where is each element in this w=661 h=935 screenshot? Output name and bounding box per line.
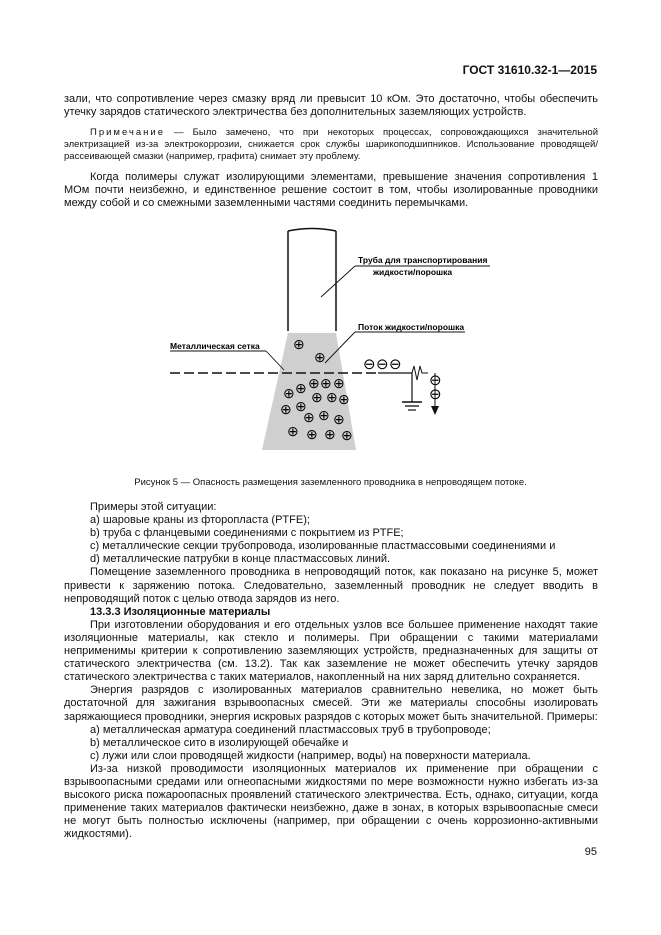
flow-label: Поток жидкости/порошка [358, 322, 465, 332]
section-list-item: a) металлическая арматура соединений пластмассовых труб в трубопроводе; [90, 723, 491, 736]
note-text: — Было замечено, что при некоторых процессах, сопровождающихся значительной электризацией из-за электрокоррозии, снижается срок службы шарикоподшипников. Использование проводящей/рассеивающей смазки (например, графита) снимает эту проблему. [64, 127, 598, 163]
figure-caption: Рисунок 5 — Опасность размещения заземленного проводника в непроводящем потоке. [134, 477, 527, 488]
section-list-item: b) металлическое сито в изолирующей обечайке и [90, 736, 349, 749]
positive-charge: ⊕ [311, 389, 323, 405]
page-number: 95 [584, 846, 597, 858]
positive-charge: ⊕ [306, 426, 318, 442]
current-arrow-head [431, 406, 439, 415]
example-item: c) металлические секции трубопровода, изолированные пластмассовыми соединениями и [90, 540, 556, 553]
positive-charge: ⊕ [283, 385, 295, 401]
example-item: b) труба с фланцевыми соединениями с покрытием из PTFE; [90, 527, 404, 540]
section-heading: 13.3.3 Изоляционные материалы [90, 605, 271, 618]
figure-5-diagram [150, 220, 510, 455]
spark-zigzag [412, 366, 428, 380]
positive-charge: ⊕ [280, 401, 292, 417]
section-list-item: c) лужи или слои проводящей жидкости (например, воды) на поверхности материала. [90, 749, 531, 762]
positive-charge: ⊕ [324, 426, 336, 442]
positive-charge: ⊕ [333, 411, 345, 427]
positive-charge: ⊕ [318, 407, 330, 423]
positive-charge: ⊕ [295, 398, 307, 414]
pipe-label-line-1: Труба для транспортирования [358, 255, 488, 265]
negative-charge: ⊖ [376, 356, 389, 373]
positive-charge: ⊕ [293, 336, 305, 352]
note-label: Примечание [90, 127, 165, 139]
pipe-top-edge [288, 229, 336, 232]
continuation-paragraph: зали, что сопротивление через смазку вряд ли превысит 10 кОм. Это достаточно, чтобы обеспечить утечку зарядов статического электричества без дополнительных заземляющих устройств. [64, 93, 598, 119]
polymers-paragraph: Когда полимеры служат изолирующими элементами, превышение значения сопротивления 1 МОм почти неизбежно, и единственное решение состоит в том, чтобы изолированные проводники между собой и со смежными заземленными частями соединить перемычками. [64, 171, 598, 210]
mesh-label: Металлическая сетка [170, 341, 260, 351]
negative-charge: ⊖ [429, 386, 442, 403]
main-text-block [64, 501, 598, 841]
positive-charge: ⊕ [341, 427, 353, 443]
examples-intro: Примеры этой ситуации: [90, 501, 217, 513]
pipe-leader-line [321, 266, 355, 297]
pipe-label-line-2: жидкости/порошка [373, 267, 453, 277]
intro-block [64, 93, 598, 210]
section-paragraph-2: Энергия разрядов с изолированных материалов сравнительно невелика, но может быть достаточной для зажигания взрывоопасных смесей. Эти же материалы способны изолировать заряжающиеся проводники, энергия искровых разрядов с которых может быть значительной. Примеры: [64, 684, 598, 723]
negative-charge: ⊖ [389, 356, 402, 373]
positive-charge: ⊕ [303, 409, 315, 425]
positive-charge: ⊕ [333, 375, 345, 391]
positive-charge: ⊕ [314, 349, 326, 365]
positive-charge: ⊕ [326, 389, 338, 405]
placement-paragraph: Помещение заземленного проводника в непроводящий поток, как показано на рисунке 5, может привести к заряжению потока. Следовательно, заземленный проводник не следует вводить в непроводящий поток с целью отвода зарядов из него. [64, 566, 598, 605]
positive-charge: ⊕ [320, 375, 332, 391]
positive-charge: ⊕ [287, 423, 299, 439]
negative-charge: ⊖ [429, 372, 442, 389]
example-item: a) шаровые краны из фторопласта (PTFE); [90, 514, 310, 527]
mesh-leader-line [266, 351, 284, 370]
note-paragraph [64, 127, 598, 163]
positive-charge: ⊕ [338, 391, 350, 407]
negative-charge: ⊖ [363, 356, 376, 373]
positive-charge: ⊕ [295, 380, 307, 396]
example-item: d) металлические патрубки в конце пластмассовых линий. [90, 553, 391, 566]
section-paragraph-1: При изготовлении оборудования и его отдельных узлов все большее применение находят такие изоляционные материалы, как стекло и полимеры. При обращении с такими материалами неприменимы критерии к сопротивлению заземляющих устройств, предназначенных для защиты от статического электричества (см. 13.2). Так как заземление не может обеспечить утечку зарядов статического электричества с таких материалов, накопленный на них заряд длительно сохраняется. [64, 618, 598, 684]
section-paragraph-3: Из-за низкой проводимости изоляционных материалов их применение при обращении с взрывоопасными средами или огнеопасными жидкостями по мере возможности нужно избегать из-за высокого риска пожароопасных проявлений статического электричества. Есть, однако, ситуации, когда применение таких материалов фактически неизбежно, даже в зонах, в которых взрывоопасные смеси не могут быть полностью исключены (например, при обращении с очень коррозионно-активными жидкостями). [64, 762, 598, 841]
positive-charge: ⊕ [308, 375, 320, 391]
standard-header: ГОСТ 31610.32-1—2015 [462, 63, 597, 77]
